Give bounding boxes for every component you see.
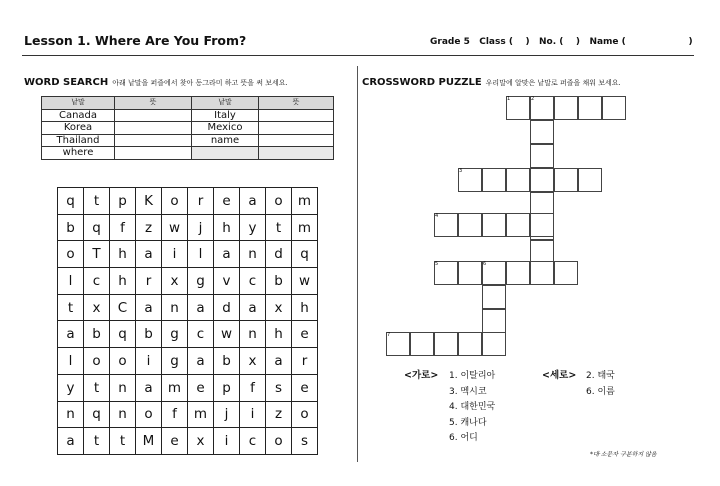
letter-cell[interactable]: t xyxy=(110,428,136,455)
letter-cell[interactable]: c xyxy=(188,321,214,348)
letter-cell[interactable]: f xyxy=(110,214,136,241)
letter-cell[interactable]: d xyxy=(214,294,240,321)
crossword-cell[interactable] xyxy=(578,168,602,192)
across-clue: 6. 어디 xyxy=(449,433,478,443)
letter-cell[interactable]: a xyxy=(240,294,266,321)
crossword-cell[interactable] xyxy=(458,213,482,237)
letter-cell[interactable]: o xyxy=(162,188,188,215)
letter-cell[interactable]: r xyxy=(188,188,214,215)
crossword-cell[interactable] xyxy=(530,213,554,237)
letter-cell[interactable]: x xyxy=(84,294,110,321)
letter-cell[interactable]: i xyxy=(162,241,188,268)
letter-row xyxy=(58,321,318,348)
letter-cell[interactable]: s xyxy=(292,428,318,455)
letter-cell[interactable]: j xyxy=(188,214,214,241)
letter-row xyxy=(58,428,318,455)
letter-cell[interactable]: e xyxy=(292,321,318,348)
header-word-1: 낱말 xyxy=(42,97,115,110)
letter-cell[interactable]: r xyxy=(292,348,318,375)
letter-cell[interactable]: n xyxy=(58,401,84,428)
letter-cell[interactable]: q xyxy=(84,214,110,241)
crossword-cell[interactable] xyxy=(506,168,530,192)
crossword-cell[interactable] xyxy=(602,96,626,120)
letter-cell[interactable]: c xyxy=(240,268,266,295)
crossword-cell[interactable] xyxy=(482,309,506,333)
crossword-cell[interactable] xyxy=(458,261,482,285)
down-clue: 2. 태국 xyxy=(586,371,615,381)
student-info-line: Grade 5 Class ( ) No. ( ) Name ( ) xyxy=(430,37,693,47)
header-meaning-1: 뜻 xyxy=(115,97,192,110)
clue-number: 4 xyxy=(435,213,439,219)
letter-cell[interactable]: T xyxy=(84,241,110,268)
letter-cell[interactable]: o xyxy=(58,241,84,268)
letter-row xyxy=(58,401,318,428)
vocab-word: Italy xyxy=(192,109,259,122)
crossword-cell[interactable] xyxy=(434,332,458,356)
crossword-cell[interactable] xyxy=(434,261,458,285)
crossword-title: CROSSWORD PUZZLE xyxy=(362,77,482,88)
crossword-instruction: 우리말에 알맞은 낱말로 퍼즐을 채워 보세요. xyxy=(485,79,621,87)
crossword-cell[interactable] xyxy=(458,332,482,356)
letter-cell[interactable]: h xyxy=(214,214,240,241)
letter-cell[interactable]: z xyxy=(266,401,292,428)
letter-cell[interactable]: x xyxy=(162,268,188,295)
crossword-cell[interactable] xyxy=(482,261,506,285)
crossword-cell[interactable] xyxy=(578,96,602,120)
letter-cell[interactable]: a xyxy=(266,348,292,375)
letter-row xyxy=(58,188,318,215)
meaning-input[interactable] xyxy=(259,122,334,135)
letter-cell[interactable]: l xyxy=(188,241,214,268)
word-search-instruction: 아래 낱말을 퍼즐에서 찾아 동그라미 하고 뜻을 써 보세요. xyxy=(112,79,288,87)
clue-number: 5 xyxy=(435,261,439,267)
letter-cell[interactable]: a xyxy=(188,348,214,375)
letter-cell[interactable]: n xyxy=(162,294,188,321)
header-meaning-2: 뜻 xyxy=(259,97,334,110)
letter-cell[interactable]: b xyxy=(84,321,110,348)
crossword-cell[interactable] xyxy=(506,213,530,237)
letter-cell[interactable]: q xyxy=(110,321,136,348)
letter-cell[interactable]: b xyxy=(136,321,162,348)
letter-cell[interactable]: a xyxy=(58,321,84,348)
letter-cell[interactable]: g xyxy=(162,321,188,348)
meaning-input[interactable] xyxy=(259,134,334,147)
crossword-cell[interactable] xyxy=(410,332,434,356)
crossword-cell[interactable] xyxy=(530,120,554,144)
crossword-cell[interactable] xyxy=(530,144,554,168)
letter-cell[interactable]: x xyxy=(240,348,266,375)
vocab-word: Canada xyxy=(42,109,115,122)
letter-cell[interactable]: h xyxy=(266,321,292,348)
letter-cell[interactable]: b xyxy=(214,348,240,375)
letter-cell[interactable]: b xyxy=(266,268,292,295)
meaning-input[interactable] xyxy=(259,109,334,122)
clue-number: 6 xyxy=(483,261,487,267)
letter-row xyxy=(58,294,318,321)
across-clue: 4. 대한민국 xyxy=(449,402,496,412)
letter-row xyxy=(58,214,318,241)
letter-row xyxy=(58,268,318,295)
vocabulary-table xyxy=(41,96,334,160)
clue-number: 2 xyxy=(531,96,535,102)
crossword-cell[interactable] xyxy=(530,96,554,120)
letter-row xyxy=(58,374,318,401)
letter-cell[interactable]: x xyxy=(188,428,214,455)
letter-cell[interactable]: l xyxy=(58,348,84,375)
vocab-word: Korea xyxy=(42,122,115,135)
across-clue: 3. 멕시코 xyxy=(449,386,487,397)
word-search-title: WORD SEARCH xyxy=(24,77,109,88)
letter-cell[interactable]: o xyxy=(266,188,292,215)
letter-cell[interactable]: e xyxy=(188,374,214,401)
letter-cell[interactable]: o xyxy=(84,348,110,375)
letter-cell[interactable]: b xyxy=(58,214,84,241)
header-divider xyxy=(22,55,694,56)
letter-cell[interactable]: n xyxy=(240,321,266,348)
vocab-word: Thailand xyxy=(42,134,115,147)
letter-cell[interactable]: C xyxy=(110,294,136,321)
word-search-heading xyxy=(24,70,288,89)
letter-cell[interactable]: v xyxy=(214,268,240,295)
vocab-word-empty xyxy=(192,147,259,160)
crossword-cell[interactable] xyxy=(482,285,506,309)
header-word-2: 낱말 xyxy=(192,97,259,110)
letter-cell[interactable]: g xyxy=(162,348,188,375)
crossword-cell[interactable] xyxy=(458,168,482,192)
letter-cell[interactable]: e xyxy=(162,428,188,455)
letter-cell[interactable]: a xyxy=(136,294,162,321)
letter-cell[interactable]: n xyxy=(240,241,266,268)
letter-cell[interactable]: p xyxy=(110,188,136,215)
worksheet-title: Lesson 1. Where Are You From? xyxy=(24,33,247,48)
crossword-cell[interactable] xyxy=(482,168,506,192)
letter-cell[interactable]: o xyxy=(266,428,292,455)
clue-number: 7 xyxy=(387,332,391,338)
letter-cell[interactable]: h xyxy=(110,241,136,268)
letter-cell[interactable]: z xyxy=(136,214,162,241)
down-clue: 6. 이름 xyxy=(586,386,615,397)
across-clue: 1. 이탈리아 xyxy=(449,371,496,381)
letter-cell[interactable]: n xyxy=(110,374,136,401)
letter-grid xyxy=(57,187,318,455)
clue-number: 1 xyxy=(507,96,511,102)
meaning-input[interactable] xyxy=(115,147,192,160)
letter-cell[interactable]: w xyxy=(292,268,318,295)
letter-cell[interactable]: c xyxy=(84,268,110,295)
meaning-input[interactable] xyxy=(115,122,192,135)
letter-row xyxy=(58,348,318,375)
crossword-cell[interactable] xyxy=(530,261,554,285)
vocab-word: name xyxy=(192,134,259,147)
letter-cell[interactable]: a xyxy=(58,428,84,455)
vocab-word: where xyxy=(42,147,115,160)
letter-cell[interactable]: p xyxy=(214,374,240,401)
letter-cell[interactable]: K xyxy=(136,188,162,215)
crossword-cell[interactable] xyxy=(554,168,578,192)
letter-cell[interactable]: a xyxy=(240,188,266,215)
letter-cell[interactable]: j xyxy=(214,401,240,428)
crossword-cell[interactable] xyxy=(506,96,530,120)
letter-cell[interactable]: y xyxy=(240,214,266,241)
letter-cell[interactable]: o xyxy=(110,348,136,375)
letter-cell[interactable]: w xyxy=(162,214,188,241)
meaning-input[interactable] xyxy=(115,134,192,147)
letter-cell[interactable]: e xyxy=(292,374,318,401)
letter-cell[interactable]: a xyxy=(188,294,214,321)
letter-cell[interactable]: i xyxy=(240,401,266,428)
letter-cell[interactable]: h xyxy=(292,294,318,321)
letter-cell[interactable]: q xyxy=(84,401,110,428)
across-clue: 5. 캐나다 xyxy=(449,417,487,428)
crossword-cell[interactable] xyxy=(482,213,506,237)
letter-cell[interactable]: x xyxy=(266,294,292,321)
letter-cell[interactable]: y xyxy=(58,374,84,401)
vocab-word: Mexico xyxy=(192,122,259,135)
letter-cell[interactable]: c xyxy=(240,428,266,455)
letter-cell[interactable]: q xyxy=(58,188,84,215)
letter-cell[interactable]: t xyxy=(84,188,110,215)
down-label: <세로> xyxy=(542,370,577,381)
crossword-cell[interactable] xyxy=(434,213,458,237)
letter-cell[interactable]: r xyxy=(136,268,162,295)
letter-cell[interactable]: h xyxy=(110,268,136,295)
letter-cell[interactable]: m xyxy=(292,188,318,215)
footnote: *대·소문자 구분하지 않음 xyxy=(590,451,657,458)
letter-cell[interactable]: o xyxy=(292,401,318,428)
letter-cell[interactable]: m xyxy=(188,401,214,428)
letter-cell[interactable]: e xyxy=(214,188,240,215)
crossword-cell[interactable] xyxy=(386,332,410,356)
crossword-cell[interactable] xyxy=(506,261,530,285)
letter-cell[interactable]: w xyxy=(214,321,240,348)
column-divider xyxy=(357,66,358,462)
letter-cell[interactable]: o xyxy=(136,401,162,428)
letter-cell[interactable]: s xyxy=(266,374,292,401)
letter-row xyxy=(58,241,318,268)
letter-cell[interactable]: a xyxy=(136,241,162,268)
letter-cell[interactable]: i xyxy=(214,428,240,455)
clue-number: 3 xyxy=(459,168,463,174)
letter-cell[interactable]: M xyxy=(136,428,162,455)
crossword-cell[interactable] xyxy=(554,261,578,285)
letter-cell[interactable]: t xyxy=(266,214,292,241)
letter-cell[interactable]: f xyxy=(240,374,266,401)
crossword-heading xyxy=(362,70,621,89)
meaning-input-empty xyxy=(259,147,334,160)
letter-cell[interactable]: t xyxy=(84,428,110,455)
letter-cell[interactable]: a xyxy=(214,241,240,268)
crossword-cell[interactable] xyxy=(554,96,578,120)
letter-cell[interactable]: l xyxy=(58,268,84,295)
letter-cell[interactable]: g xyxy=(188,268,214,295)
crossword-cell[interactable] xyxy=(482,332,506,356)
across-label: <가로> xyxy=(404,370,439,381)
crossword-cell[interactable] xyxy=(530,168,554,192)
letter-cell[interactable]: t xyxy=(84,374,110,401)
letter-cell[interactable]: t xyxy=(58,294,84,321)
letter-cell[interactable]: m xyxy=(292,214,318,241)
letter-cell[interactable]: d xyxy=(266,241,292,268)
letter-cell[interactable]: n xyxy=(110,401,136,428)
letter-cell[interactable]: q xyxy=(292,241,318,268)
letter-cell[interactable]: i xyxy=(136,348,162,375)
letter-cell[interactable]: m xyxy=(162,374,188,401)
meaning-input[interactable] xyxy=(115,109,192,122)
letter-cell[interactable]: f xyxy=(162,401,188,428)
letter-cell[interactable]: a xyxy=(136,374,162,401)
